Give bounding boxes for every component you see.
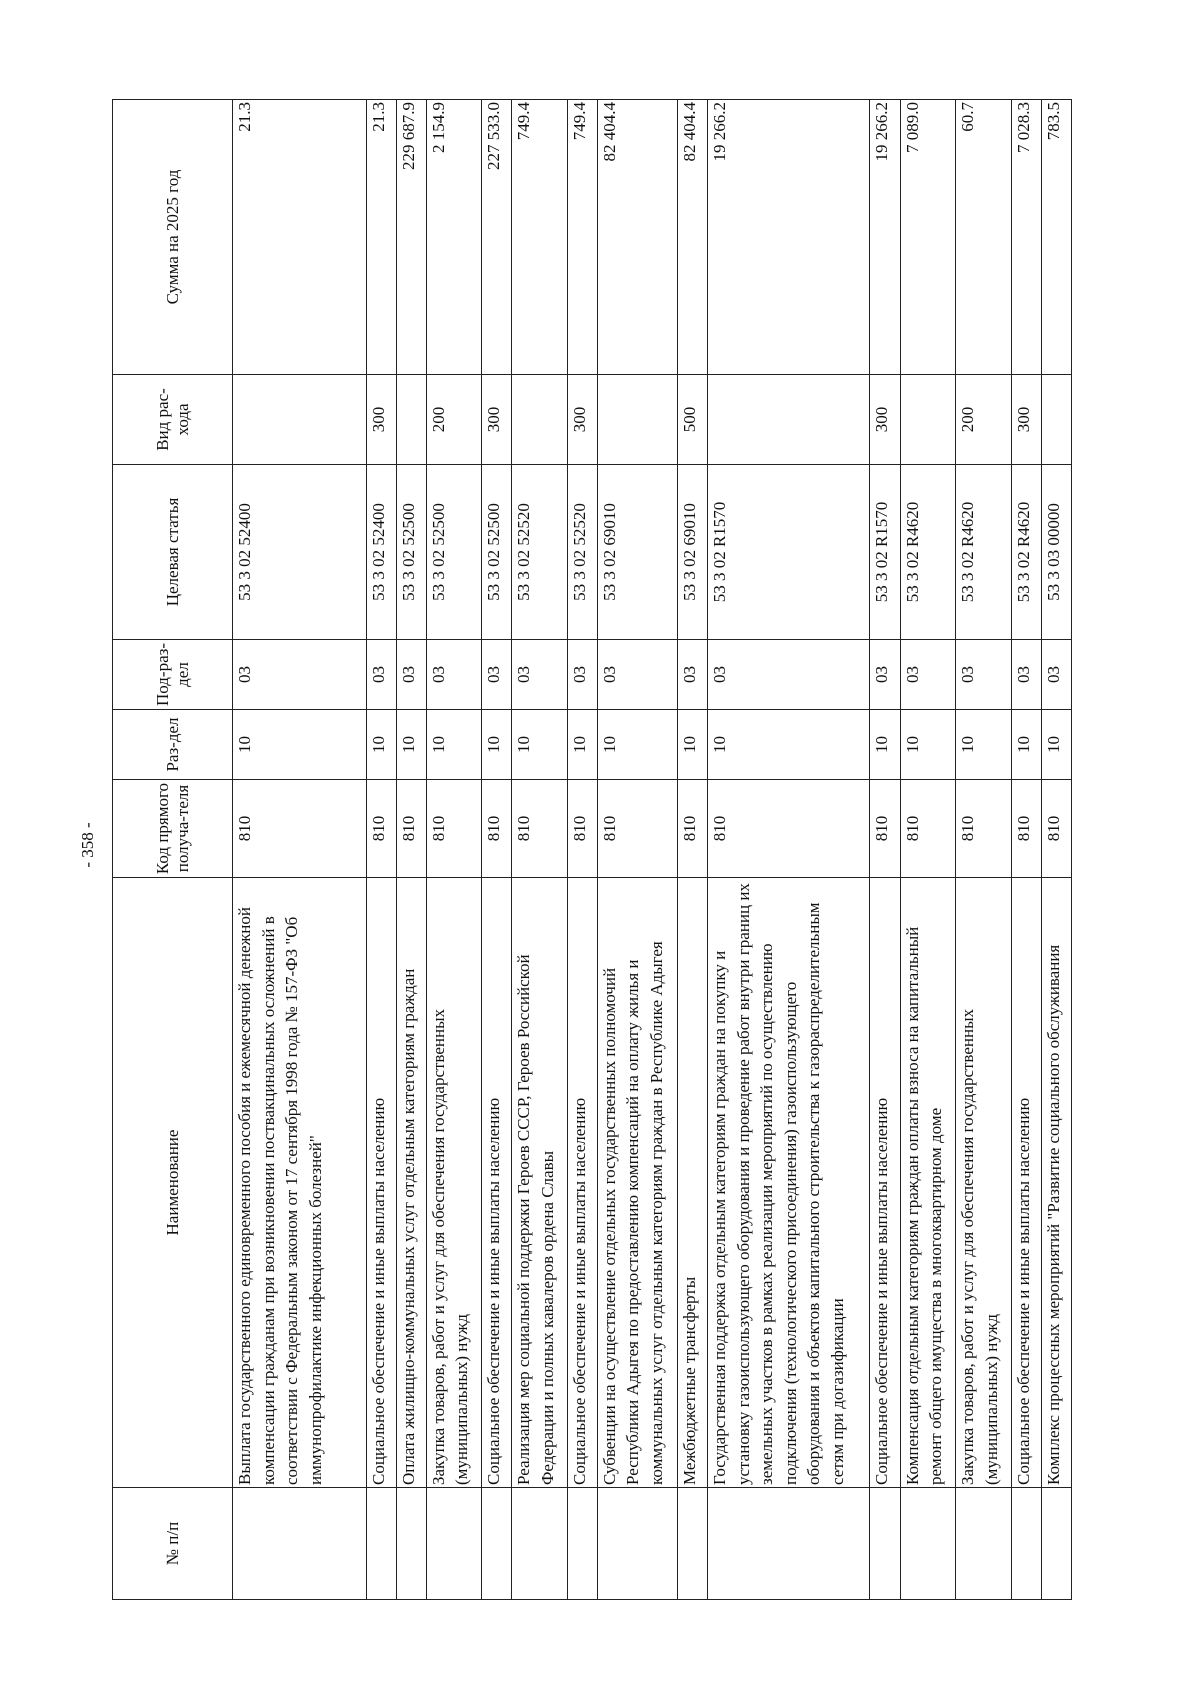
subsection-cell: 03 xyxy=(900,640,956,710)
sum-cell: 7 089.0 xyxy=(900,100,956,375)
table-row xyxy=(1041,100,1071,1600)
sum-cell: 749.4 xyxy=(512,100,568,375)
row-number-cell xyxy=(956,1488,1012,1600)
header-expense-type: Вид рас-хода xyxy=(113,375,233,465)
expense-type-cell xyxy=(233,375,367,465)
table-row xyxy=(900,100,956,1600)
row-number-cell xyxy=(1011,1488,1041,1600)
subsection-cell: 03 xyxy=(708,640,870,710)
recipient-code-cell: 810 xyxy=(1011,780,1041,878)
expense-type-cell: 300 xyxy=(482,375,512,465)
table-row xyxy=(597,100,677,1600)
table-row xyxy=(870,100,900,1600)
recipient-code-cell: 810 xyxy=(678,780,708,878)
subsection-cell: 03 xyxy=(396,640,426,710)
header-recipient-code: Код прямого получа-теля xyxy=(113,780,233,878)
section-cell: 10 xyxy=(567,710,597,780)
recipient-code-cell: 810 xyxy=(396,780,426,878)
section-cell: 10 xyxy=(482,710,512,780)
row-number-cell xyxy=(1041,1488,1071,1600)
recipient-code-cell: 810 xyxy=(1041,780,1071,878)
section-cell: 10 xyxy=(597,710,677,780)
target-article-cell: 53 3 02 R1570 xyxy=(870,465,900,640)
header-target-article: Целевая статья xyxy=(113,465,233,640)
subsection-cell: 03 xyxy=(482,640,512,710)
subsection-cell: 03 xyxy=(597,640,677,710)
subsection-cell: 03 xyxy=(956,640,1012,710)
page-number: - 358 - xyxy=(78,822,97,868)
target-article-cell: 53 3 02 69010 xyxy=(678,465,708,640)
sum-cell: 7 028.3 xyxy=(1011,100,1041,375)
target-article-cell: 53 3 02 52500 xyxy=(426,465,482,640)
sum-cell: 749.4 xyxy=(567,100,597,375)
section-cell: 10 xyxy=(426,710,482,780)
header-name: Наименование xyxy=(113,878,233,1488)
row-number-cell xyxy=(597,1488,677,1600)
sum-cell: 229 687.9 xyxy=(396,100,426,375)
table-row xyxy=(708,100,870,1600)
expense-type-cell: 500 xyxy=(678,375,708,465)
row-name-cell: Оплата жилищно-коммунальных услуг отдельным категориям граждан xyxy=(396,878,426,1488)
table-row xyxy=(233,100,367,1600)
table-row xyxy=(512,100,568,1600)
header-sum-2025: Сумма на 2025 год xyxy=(113,100,233,375)
sum-cell: 60.7 xyxy=(956,100,1012,375)
target-article-cell: 53 3 02 R4620 xyxy=(1011,465,1041,640)
sum-cell: 21.3 xyxy=(366,100,396,375)
recipient-code-cell: 810 xyxy=(597,780,677,878)
row-name-cell: Социальное обеспечение и иные выплаты населению xyxy=(366,878,396,1488)
row-name-cell: Государственная поддержка отдельным категориям граждан на покупку и установку газоиспользующего оборудования и проведение работ внутри границ их земельных участков в рамках реализации мероприятий по осуществлению подключения (технологического присоединения) газоиспользующего оборудования и объектов капитального строительства к газораспределительным сетям при догазификации xyxy=(708,878,870,1488)
sum-cell: 783.5 xyxy=(1041,100,1071,375)
subsection-cell: 03 xyxy=(678,640,708,710)
table-row xyxy=(366,100,396,1600)
target-article-cell: 53 3 02 52400 xyxy=(366,465,396,640)
budget-table-sheet xyxy=(112,100,1072,1600)
table-row xyxy=(1011,100,1041,1600)
sum-cell: 82 404.4 xyxy=(678,100,708,375)
expense-type-cell xyxy=(708,375,870,465)
section-cell: 10 xyxy=(678,710,708,780)
recipient-code-cell: 810 xyxy=(900,780,956,878)
target-article-cell: 53 3 03 00000 xyxy=(1041,465,1071,640)
row-number-cell xyxy=(900,1488,956,1600)
recipient-code-cell: 810 xyxy=(482,780,512,878)
row-name-cell: Реализация мер социальной поддержки Героев СССР, Героев Российской Федерации и полных кавалеров ордена Славы xyxy=(512,878,568,1488)
table-body xyxy=(233,100,1072,1600)
target-article-cell: 53 3 02 52400 xyxy=(233,465,367,640)
target-article-cell: 53 3 02 52500 xyxy=(396,465,426,640)
subsection-cell: 03 xyxy=(567,640,597,710)
recipient-code-cell: 810 xyxy=(708,780,870,878)
row-number-cell xyxy=(366,1488,396,1600)
row-number-cell xyxy=(708,1488,870,1600)
section-cell: 10 xyxy=(1011,710,1041,780)
row-name-cell: Социальное обеспечение и иные выплаты населению xyxy=(482,878,512,1488)
budget-table xyxy=(112,99,1072,1600)
expense-type-cell xyxy=(396,375,426,465)
row-number-cell xyxy=(482,1488,512,1600)
row-name-cell: Выплата государственного единовременного пособия и ежемесячной денежной компенсации гражданам при возникновении поствакцинальных осложнений в соответствии с Федеральным законом от 17 сентября 1998 года № 157-ФЗ "Об иммунопрофилактике инфекционных болезней" xyxy=(233,878,367,1488)
sum-cell: 19 266.2 xyxy=(708,100,870,375)
table-row xyxy=(482,100,512,1600)
subsection-cell: 03 xyxy=(366,640,396,710)
target-article-cell: 53 3 02 52520 xyxy=(512,465,568,640)
header-row xyxy=(113,100,233,1600)
target-article-cell: 53 3 02 52520 xyxy=(567,465,597,640)
header-section: Раз-дел xyxy=(113,710,233,780)
header-number: № п/п xyxy=(113,1488,233,1600)
recipient-code-cell: 810 xyxy=(512,780,568,878)
row-number-cell xyxy=(678,1488,708,1600)
row-number-cell xyxy=(870,1488,900,1600)
expense-type-cell: 300 xyxy=(1011,375,1041,465)
subsection-cell: 03 xyxy=(512,640,568,710)
row-number-cell xyxy=(233,1488,367,1600)
section-cell: 10 xyxy=(708,710,870,780)
row-name-cell: Закупка товаров, работ и услуг для обеспечения государственных (муниципальных) нужд xyxy=(956,878,1012,1488)
subsection-cell: 03 xyxy=(233,640,367,710)
row-name-cell: Закупка товаров, работ и услуг для обеспечения государственных (муниципальных) нужд xyxy=(426,878,482,1488)
sum-cell: 19 266.2 xyxy=(870,100,900,375)
subsection-cell: 03 xyxy=(1011,640,1041,710)
table-row xyxy=(567,100,597,1600)
recipient-code-cell: 810 xyxy=(870,780,900,878)
row-number-cell xyxy=(567,1488,597,1600)
recipient-code-cell: 810 xyxy=(956,780,1012,878)
section-cell: 10 xyxy=(366,710,396,780)
target-article-cell: 53 3 02 R4620 xyxy=(900,465,956,640)
expense-type-cell xyxy=(597,375,677,465)
sum-cell: 82 404.4 xyxy=(597,100,677,375)
sum-cell: 227 533.0 xyxy=(482,100,512,375)
recipient-code-cell: 810 xyxy=(426,780,482,878)
target-article-cell: 53 3 02 69010 xyxy=(597,465,677,640)
row-name-cell: Комплекс процессных мероприятий "Развитие социального обслуживания xyxy=(1041,878,1071,1488)
expense-type-cell xyxy=(1041,375,1071,465)
section-cell: 10 xyxy=(233,710,367,780)
section-cell: 10 xyxy=(512,710,568,780)
expense-type-cell: 300 xyxy=(870,375,900,465)
table-row xyxy=(396,100,426,1600)
sum-cell: 2 154.9 xyxy=(426,100,482,375)
subsection-cell: 03 xyxy=(426,640,482,710)
target-article-cell: 53 3 02 52500 xyxy=(482,465,512,640)
target-article-cell: 53 3 02 R1570 xyxy=(708,465,870,640)
row-name-cell: Социальное обеспечение и иные выплаты населению xyxy=(1011,878,1041,1488)
expense-type-cell: 300 xyxy=(567,375,597,465)
expense-type-cell: 200 xyxy=(426,375,482,465)
section-cell: 10 xyxy=(900,710,956,780)
sum-cell: 21.3 xyxy=(233,100,367,375)
row-name-cell: Межбюджетные трансферты xyxy=(678,878,708,1488)
recipient-code-cell: 810 xyxy=(567,780,597,878)
expense-type-cell: 200 xyxy=(956,375,1012,465)
row-name-cell: Социальное обеспечение и иные выплаты населению xyxy=(567,878,597,1488)
section-cell: 10 xyxy=(1041,710,1071,780)
section-cell: 10 xyxy=(956,710,1012,780)
recipient-code-cell: 810 xyxy=(233,780,367,878)
table-row xyxy=(956,100,1012,1600)
expense-type-cell: 300 xyxy=(366,375,396,465)
table-row xyxy=(426,100,482,1600)
row-name-cell: Компенсация отдельным категориям граждан оплаты взноса на капитальный ремонт общего имущества в многоквартирном доме xyxy=(900,878,956,1488)
expense-type-cell xyxy=(512,375,568,465)
header-subsection: Под-раз-дел xyxy=(113,640,233,710)
subsection-cell: 03 xyxy=(870,640,900,710)
row-name-cell: Субвенции на осуществление отдельных государственных полномочий Республики Адыгея по предоставлению компенсаций на оплату жилья и коммунальных услуг отдельным категориям граждан в Республике Адыгея xyxy=(597,878,677,1488)
expense-type-cell xyxy=(900,375,956,465)
row-name-cell: Социальное обеспечение и иные выплаты населению xyxy=(870,878,900,1488)
table-row xyxy=(678,100,708,1600)
target-article-cell: 53 3 02 R4620 xyxy=(956,465,1012,640)
section-cell: 10 xyxy=(396,710,426,780)
section-cell: 10 xyxy=(870,710,900,780)
recipient-code-cell: 810 xyxy=(366,780,396,878)
row-number-cell xyxy=(426,1488,482,1600)
row-number-cell xyxy=(396,1488,426,1600)
subsection-cell: 03 xyxy=(1041,640,1071,710)
row-number-cell xyxy=(512,1488,568,1600)
